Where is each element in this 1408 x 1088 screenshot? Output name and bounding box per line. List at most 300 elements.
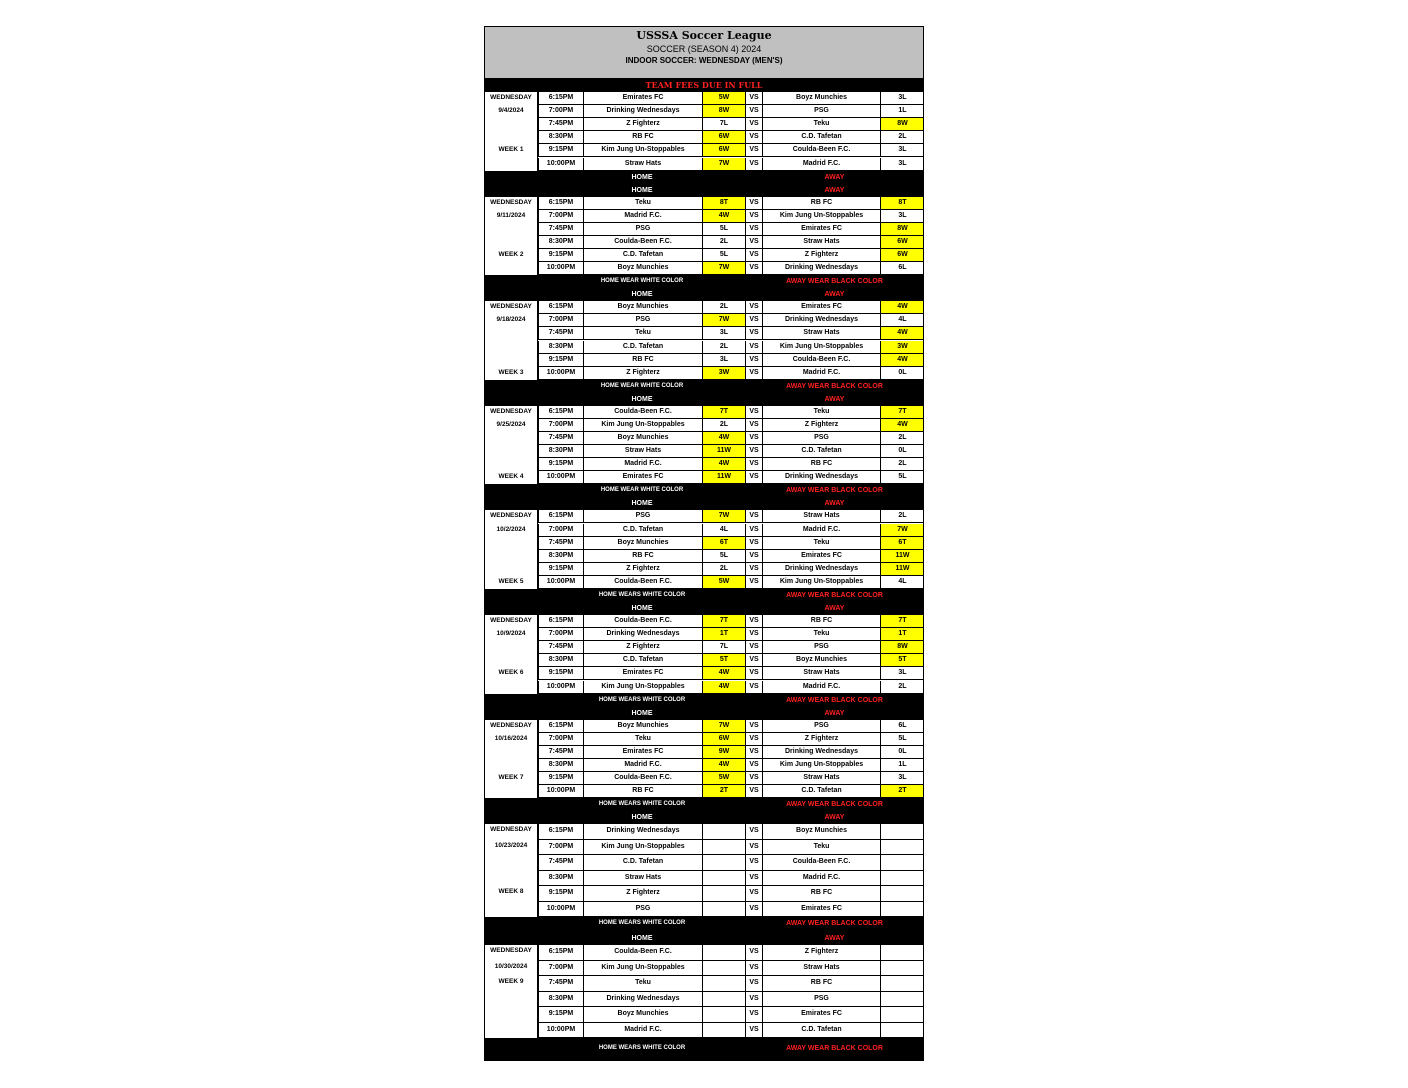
vs-label: VS bbox=[746, 510, 762, 523]
home-away-band bbox=[485, 171, 923, 184]
uniform-color-band bbox=[485, 380, 923, 393]
game-row bbox=[538, 419, 924, 432]
week-date-label: 9/18/2024 bbox=[496, 316, 526, 324]
away-score: 3L bbox=[881, 158, 924, 171]
game-time: 7:45PM bbox=[538, 746, 584, 759]
game-time: 9:15PM bbox=[538, 249, 584, 262]
game-row bbox=[538, 118, 924, 131]
away-team: Straw Hats bbox=[762, 510, 881, 523]
game-time: 7:00PM bbox=[538, 105, 584, 118]
away-team: Emirates FC bbox=[762, 902, 881, 918]
vs-label: VS bbox=[746, 681, 762, 694]
home-team: C.D. Tafetan bbox=[584, 249, 703, 262]
away-score: 2L bbox=[881, 681, 924, 694]
home-score bbox=[703, 992, 746, 1008]
home-score: 7W bbox=[703, 262, 746, 275]
week-day-label: WEDNESDAY bbox=[490, 826, 532, 834]
away-team: RB FC bbox=[762, 886, 881, 902]
home-team: Madrid F.C. bbox=[584, 1023, 703, 1039]
away-team: Straw Hats bbox=[762, 236, 881, 249]
away-wear-note: AWAY WEAR BLACK COLOR bbox=[786, 920, 883, 928]
vs-label: VS bbox=[746, 945, 762, 961]
home-score: 3L bbox=[703, 354, 746, 367]
home-score: 2L bbox=[703, 419, 746, 432]
vs-label: VS bbox=[746, 563, 762, 576]
home-score: 2L bbox=[703, 563, 746, 576]
home-score: 9W bbox=[703, 746, 746, 759]
game-row bbox=[538, 327, 924, 340]
game-time: 10:00PM bbox=[538, 1023, 584, 1039]
game-row bbox=[538, 1007, 924, 1023]
away-team: Z Fighterz bbox=[762, 733, 881, 746]
game-row bbox=[538, 210, 924, 223]
away-team: Z Fighterz bbox=[762, 249, 881, 262]
home-team: Teku bbox=[584, 976, 703, 992]
home-label: HOME bbox=[631, 173, 653, 181]
away-score bbox=[881, 855, 924, 871]
game-time: 9:15PM bbox=[538, 354, 584, 367]
home-team: RB FC bbox=[584, 354, 703, 367]
away-team: Emirates FC bbox=[762, 301, 881, 314]
home-score: 7W bbox=[703, 314, 746, 327]
home-team: Coulda-Been F.C. bbox=[584, 615, 703, 628]
vs-label: VS bbox=[746, 406, 762, 419]
away-score: 4L bbox=[881, 314, 924, 327]
uniform-color-band bbox=[485, 917, 923, 932]
game-row bbox=[538, 341, 924, 354]
away-score: 6L bbox=[881, 720, 924, 733]
vs-label: VS bbox=[746, 458, 762, 471]
vs-label: VS bbox=[746, 144, 762, 157]
away-score: 4W bbox=[881, 301, 924, 314]
vs-label: VS bbox=[746, 654, 762, 667]
home-team: C.D. Tafetan bbox=[584, 341, 703, 354]
game-time: 6:15PM bbox=[538, 92, 584, 105]
game-time: 6:15PM bbox=[538, 615, 584, 628]
game-time: 8:30PM bbox=[538, 871, 584, 887]
vs-label: VS bbox=[746, 615, 762, 628]
vs-label: VS bbox=[746, 341, 762, 354]
game-time: 8:30PM bbox=[538, 445, 584, 458]
away-score: 2L bbox=[881, 458, 924, 471]
home-score: 4W bbox=[703, 210, 746, 223]
home-team: Drinking Wednesdays bbox=[584, 992, 703, 1008]
home-team: Teku bbox=[584, 197, 703, 210]
away-score bbox=[881, 945, 924, 961]
game-time: 8:30PM bbox=[538, 759, 584, 772]
vs-label: VS bbox=[746, 537, 762, 550]
away-score: 5T bbox=[881, 654, 924, 667]
home-team: Madrid F.C. bbox=[584, 210, 703, 223]
game-time: 10:00PM bbox=[538, 902, 584, 918]
vs-label: VS bbox=[746, 720, 762, 733]
week-date-label: 10/30/2024 bbox=[494, 962, 528, 970]
game-time: 7:45PM bbox=[538, 976, 584, 992]
home-wear-note: HOME WEARS WHITE COLOR bbox=[598, 801, 686, 808]
home-team: RB FC bbox=[584, 550, 703, 563]
away-team: PSG bbox=[762, 105, 881, 118]
home-score: 2L bbox=[703, 301, 746, 314]
game-row bbox=[538, 367, 924, 380]
away-score: 2T bbox=[881, 785, 924, 798]
game-time: 10:00PM bbox=[538, 367, 584, 380]
home-score: 7T bbox=[703, 406, 746, 419]
home-score: 4W bbox=[703, 667, 746, 680]
home-team: Kim Jung Un-Stoppables bbox=[584, 419, 703, 432]
game-time: 7:00PM bbox=[538, 314, 584, 327]
game-time: 10:00PM bbox=[538, 785, 584, 798]
home-score: 6W bbox=[703, 733, 746, 746]
away-team: Drinking Wednesdays bbox=[762, 262, 881, 275]
weeks-container bbox=[485, 92, 923, 1061]
game-time: 7:00PM bbox=[538, 419, 584, 432]
home-score: 7W bbox=[703, 510, 746, 523]
game-row bbox=[538, 445, 924, 458]
away-score bbox=[881, 871, 924, 887]
away-team: Emirates FC bbox=[762, 223, 881, 236]
home-team: Kim Jung Un-Stoppables bbox=[584, 144, 703, 157]
home-score bbox=[703, 886, 746, 902]
away-wear-note: AWAY WEAR BLACK COLOR bbox=[786, 801, 883, 809]
game-time: 7:00PM bbox=[538, 961, 584, 977]
away-wear-note: AWAY WEAR BLACK COLOR bbox=[786, 696, 883, 704]
week-label-column bbox=[485, 720, 538, 799]
away-team: Teku bbox=[762, 840, 881, 856]
home-team: Madrid F.C. bbox=[584, 759, 703, 772]
home-score bbox=[703, 961, 746, 977]
game-row bbox=[538, 840, 924, 856]
week-number-label: WEEK 9 bbox=[498, 978, 524, 986]
home-label: HOME bbox=[631, 500, 653, 508]
week-day-label: WEDNESDAY bbox=[490, 721, 532, 729]
uniform-color-band bbox=[485, 275, 923, 288]
away-wear-note: AWAY WEAR BLACK COLOR bbox=[786, 382, 883, 390]
vs-label: VS bbox=[746, 262, 762, 275]
away-score: 7T bbox=[881, 406, 924, 419]
game-row bbox=[538, 223, 924, 236]
away-score: 4W bbox=[881, 327, 924, 340]
game-time: 8:30PM bbox=[538, 550, 584, 563]
home-score: 6W bbox=[703, 131, 746, 144]
vs-label: VS bbox=[746, 131, 762, 144]
home-score: 6T bbox=[703, 537, 746, 550]
away-score: 6W bbox=[881, 249, 924, 262]
game-time: 9:15PM bbox=[538, 772, 584, 785]
home-team: C.D. Tafetan bbox=[584, 524, 703, 537]
home-score: 5W bbox=[703, 772, 746, 785]
home-away-band bbox=[485, 393, 923, 406]
away-team: Boyz Munchies bbox=[762, 654, 881, 667]
home-team: Emirates FC bbox=[584, 471, 703, 484]
home-team: Kim Jung Un-Stoppables bbox=[584, 840, 703, 856]
game-row bbox=[538, 615, 924, 628]
home-team: Z Fighterz bbox=[584, 563, 703, 576]
away-score: 0L bbox=[881, 445, 924, 458]
away-team: Straw Hats bbox=[762, 667, 881, 680]
week-day-label: WEDNESDAY bbox=[490, 198, 532, 206]
week-number-label: WEEK 4 bbox=[498, 473, 524, 481]
game-row bbox=[538, 105, 924, 118]
week-day-label: WEDNESDAY bbox=[490, 512, 532, 520]
game-row bbox=[538, 314, 924, 327]
game-time: 6:15PM bbox=[538, 406, 584, 419]
game-row bbox=[538, 871, 924, 887]
week-number-label: WEEK 7 bbox=[498, 774, 524, 781]
vs-label: VS bbox=[746, 785, 762, 798]
game-time: 7:00PM bbox=[538, 840, 584, 856]
vs-label: VS bbox=[746, 327, 762, 340]
game-row bbox=[538, 733, 924, 746]
game-row bbox=[538, 576, 924, 589]
away-team: Kim Jung Un-Stoppables bbox=[762, 576, 881, 589]
game-row bbox=[538, 720, 924, 733]
home-team: Coulda-Been F.C. bbox=[584, 945, 703, 961]
away-team: Emirates FC bbox=[762, 550, 881, 563]
away-score: 6T bbox=[881, 537, 924, 550]
game-row bbox=[538, 992, 924, 1008]
vs-label: VS bbox=[746, 824, 762, 840]
vs-label: VS bbox=[746, 871, 762, 887]
vs-label: VS bbox=[746, 158, 762, 171]
game-row bbox=[538, 1023, 924, 1039]
game-time: 7:00PM bbox=[538, 628, 584, 641]
game-row bbox=[538, 772, 924, 785]
away-score: 3L bbox=[881, 92, 924, 105]
home-score: 2L bbox=[703, 236, 746, 249]
home-score bbox=[703, 1023, 746, 1039]
vs-label: VS bbox=[746, 354, 762, 367]
home-team: Drinking Wednesdays bbox=[584, 105, 703, 118]
home-label: HOME bbox=[631, 186, 653, 194]
home-team: PSG bbox=[584, 510, 703, 523]
home-team: RB FC bbox=[584, 131, 703, 144]
away-team: RB FC bbox=[762, 976, 881, 992]
home-team: Coulda-Been F.C. bbox=[584, 772, 703, 785]
home-wear-note: HOME WEAR WHITE COLOR bbox=[600, 382, 684, 389]
fees-notice: TEAM FEES DUE IN FULL bbox=[485, 79, 923, 92]
away-score: 3L bbox=[881, 144, 924, 157]
away-team: Straw Hats bbox=[762, 772, 881, 785]
vs-label: VS bbox=[746, 886, 762, 902]
away-team: Straw Hats bbox=[762, 961, 881, 977]
league-title: USSSA Soccer League bbox=[636, 29, 772, 42]
home-score: 8W bbox=[703, 105, 746, 118]
vs-label: VS bbox=[746, 961, 762, 977]
home-score: 4W bbox=[703, 458, 746, 471]
home-score: 4W bbox=[703, 432, 746, 445]
away-team: RB FC bbox=[762, 458, 881, 471]
home-score bbox=[703, 824, 746, 840]
away-score: 0L bbox=[881, 367, 924, 380]
home-team: Drinking Wednesdays bbox=[584, 824, 703, 840]
vs-label: VS bbox=[746, 105, 762, 118]
week-date-label: 10/23/2024 bbox=[494, 841, 528, 849]
vs-label: VS bbox=[746, 1023, 762, 1039]
home-team: Z Fighterz bbox=[584, 367, 703, 380]
game-row bbox=[538, 902, 924, 918]
game-row bbox=[538, 262, 924, 275]
game-time: 8:30PM bbox=[538, 236, 584, 249]
away-score bbox=[881, 1023, 924, 1039]
away-team: Kim Jung Un-Stoppables bbox=[762, 210, 881, 223]
away-label: AWAY bbox=[824, 605, 845, 612]
home-wear-note: HOME WEARS WHITE COLOR bbox=[598, 920, 686, 927]
away-score: 5L bbox=[881, 733, 924, 746]
away-score: 2L bbox=[881, 432, 924, 445]
vs-label: VS bbox=[746, 210, 762, 223]
vs-label: VS bbox=[746, 772, 762, 785]
away-score: 11W bbox=[881, 550, 924, 563]
game-time: 6:15PM bbox=[538, 824, 584, 840]
uniform-color-band bbox=[485, 484, 923, 497]
away-score bbox=[881, 1007, 924, 1023]
division-title: INDOOR SOCCER: WEDNESDAY (MEN'S) bbox=[625, 56, 783, 65]
home-score: 2T bbox=[703, 785, 746, 798]
game-row bbox=[538, 746, 924, 759]
home-team: Straw Hats bbox=[584, 871, 703, 887]
away-score: 3L bbox=[881, 667, 924, 680]
away-team: C.D. Tafetan bbox=[762, 131, 881, 144]
week-date-label: 9/25/2024 bbox=[496, 420, 526, 428]
game-row bbox=[538, 945, 924, 961]
game-time: 7:00PM bbox=[538, 733, 584, 746]
away-team: C.D. Tafetan bbox=[762, 1023, 881, 1039]
game-row bbox=[538, 458, 924, 471]
away-team: Madrid F.C. bbox=[762, 367, 881, 380]
week-label-column bbox=[485, 824, 538, 917]
home-team: Boyz Munchies bbox=[584, 432, 703, 445]
game-row bbox=[538, 301, 924, 314]
game-row bbox=[538, 197, 924, 210]
game-time: 7:45PM bbox=[538, 223, 584, 236]
vs-label: VS bbox=[746, 223, 762, 236]
home-away-band bbox=[485, 184, 923, 197]
home-team: Straw Hats bbox=[584, 158, 703, 171]
game-time: 7:00PM bbox=[538, 210, 584, 223]
away-score: 5L bbox=[881, 471, 924, 484]
week-day-label: WEDNESDAY bbox=[490, 617, 532, 624]
vs-label: VS bbox=[746, 550, 762, 563]
away-label: AWAY bbox=[824, 291, 845, 299]
away-label: AWAY bbox=[824, 935, 845, 943]
uniform-color-band bbox=[485, 1038, 923, 1061]
home-team: Teku bbox=[584, 733, 703, 746]
home-label: HOME bbox=[631, 814, 653, 822]
game-time: 9:15PM bbox=[538, 886, 584, 902]
game-row bbox=[538, 432, 924, 445]
away-score: 8W bbox=[881, 223, 924, 236]
away-team: Straw Hats bbox=[762, 327, 881, 340]
game-time: 7:00PM bbox=[538, 524, 584, 537]
week-number-label: WEEK 8 bbox=[498, 888, 524, 896]
away-score: 8W bbox=[881, 641, 924, 654]
vs-label: VS bbox=[746, 855, 762, 871]
home-team: RB FC bbox=[584, 785, 703, 798]
game-row bbox=[538, 785, 924, 798]
week-number-label: WEEK 3 bbox=[498, 368, 524, 376]
home-score bbox=[703, 1007, 746, 1023]
vs-label: VS bbox=[746, 236, 762, 249]
home-team: Coulda-Been F.C. bbox=[584, 236, 703, 249]
away-score: 3L bbox=[881, 210, 924, 223]
home-label: HOME bbox=[631, 935, 653, 943]
away-score: 1T bbox=[881, 628, 924, 641]
game-time: 10:00PM bbox=[538, 576, 584, 589]
home-score: 6W bbox=[703, 144, 746, 157]
away-team: Drinking Wednesdays bbox=[762, 314, 881, 327]
game-row bbox=[538, 510, 924, 523]
home-score bbox=[703, 902, 746, 918]
home-team: PSG bbox=[584, 902, 703, 918]
uniform-color-band bbox=[485, 694, 923, 707]
away-team: C.D. Tafetan bbox=[762, 445, 881, 458]
schedule-sheet bbox=[484, 26, 924, 1061]
home-label: HOME bbox=[631, 709, 653, 717]
away-score: 0L bbox=[881, 746, 924, 759]
away-team: Emirates FC bbox=[762, 1007, 881, 1023]
away-team: Kim Jung Un-Stoppables bbox=[762, 759, 881, 772]
home-score: 3L bbox=[703, 327, 746, 340]
home-team: Boyz Munchies bbox=[584, 262, 703, 275]
game-row bbox=[538, 92, 924, 105]
game-time: 10:00PM bbox=[538, 681, 584, 694]
game-row bbox=[538, 628, 924, 641]
vs-label: VS bbox=[746, 197, 762, 210]
away-score bbox=[881, 886, 924, 902]
home-team: Drinking Wednesdays bbox=[584, 628, 703, 641]
away-score: 2L bbox=[881, 131, 924, 144]
week-day-label: WEDNESDAY bbox=[490, 407, 532, 415]
home-away-band bbox=[485, 497, 923, 510]
away-team: Coulda-Been F.C. bbox=[762, 354, 881, 367]
away-score: 11W bbox=[881, 563, 924, 576]
week-label-column bbox=[485, 197, 538, 276]
away-score: 8T bbox=[881, 197, 924, 210]
game-time: 9:15PM bbox=[538, 144, 584, 157]
away-score: 8W bbox=[881, 118, 924, 131]
home-team: Coulda-Been F.C. bbox=[584, 576, 703, 589]
home-score: 11W bbox=[703, 471, 746, 484]
game-row bbox=[538, 158, 924, 171]
game-row bbox=[538, 471, 924, 484]
home-team: Straw Hats bbox=[584, 445, 703, 458]
home-score: 5T bbox=[703, 654, 746, 667]
home-score: 5W bbox=[703, 576, 746, 589]
home-score bbox=[703, 855, 746, 871]
home-score: 4W bbox=[703, 759, 746, 772]
game-row bbox=[538, 641, 924, 654]
game-time: 6:15PM bbox=[538, 301, 584, 314]
schedule-header bbox=[485, 27, 923, 79]
home-team: PSG bbox=[584, 314, 703, 327]
home-score: 5W bbox=[703, 92, 746, 105]
game-time: 6:15PM bbox=[538, 945, 584, 961]
home-score: 5L bbox=[703, 223, 746, 236]
game-row bbox=[538, 537, 924, 550]
away-team: C.D. Tafetan bbox=[762, 785, 881, 798]
vs-label: VS bbox=[746, 118, 762, 131]
vs-label: VS bbox=[746, 92, 762, 105]
away-score: 2L bbox=[881, 510, 924, 523]
vs-label: VS bbox=[746, 976, 762, 992]
home-score bbox=[703, 945, 746, 961]
week-label-column bbox=[485, 615, 538, 694]
home-score: 8T bbox=[703, 197, 746, 210]
game-row bbox=[538, 824, 924, 840]
home-score bbox=[703, 840, 746, 856]
game-time: 8:30PM bbox=[538, 341, 584, 354]
away-score: 6W bbox=[881, 236, 924, 249]
